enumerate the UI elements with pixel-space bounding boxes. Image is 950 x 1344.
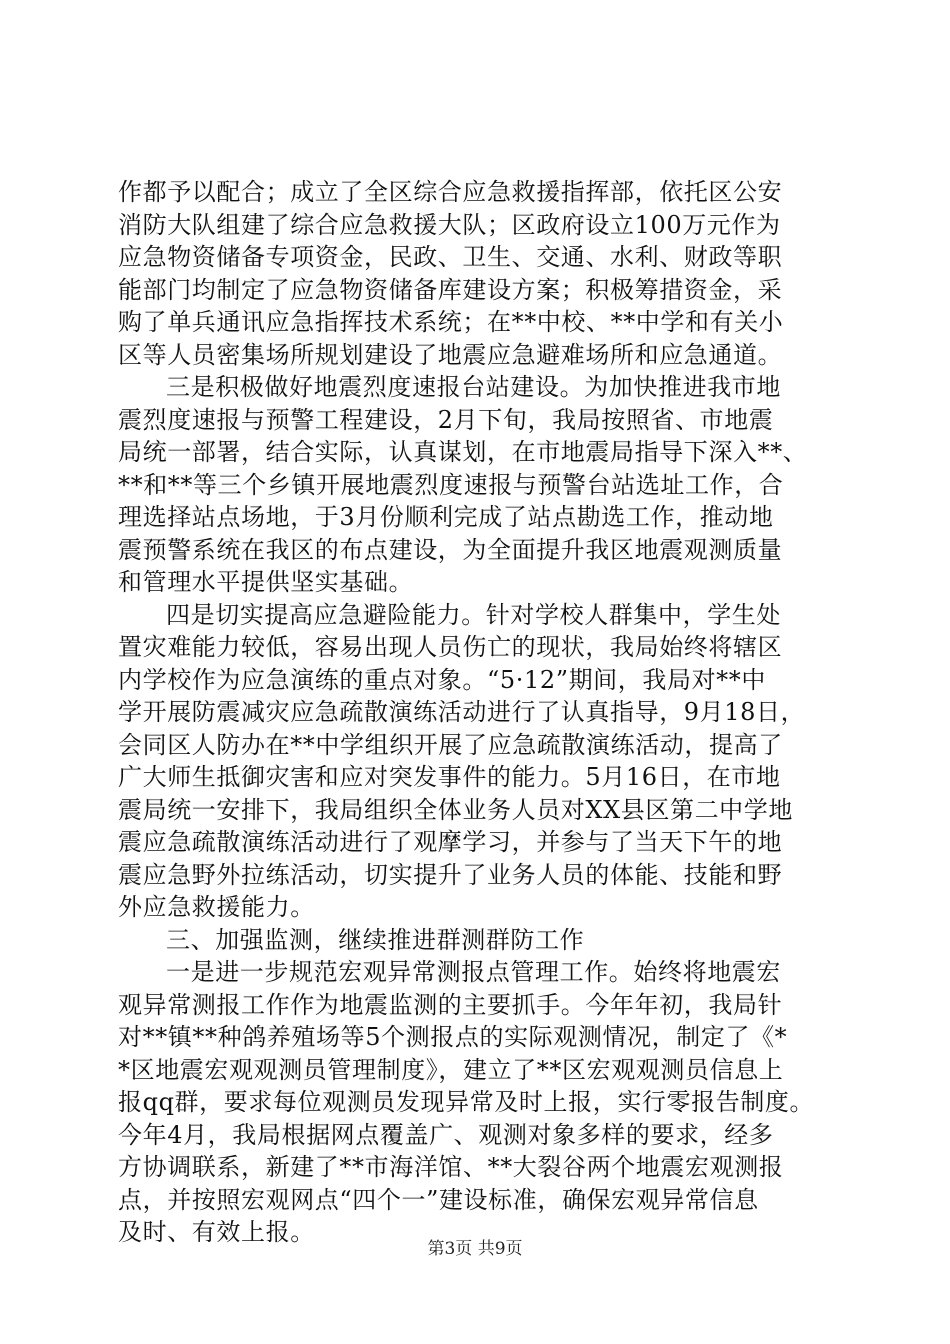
section-heading: 三、加强监测，继续推进群测群防工作 (166, 925, 585, 954)
paragraph-start: 三是积极做好地震烈度速报台站建设。为加快推进我市地 (166, 373, 781, 401)
text-line: 广大师生抵御灾害和应对突发事件的能力。5月16日，在市地 (118, 763, 781, 791)
text-line: 报qq群，要求每位观测员发现异常及时上报，实行零报告制度。 (118, 1088, 815, 1116)
text-line: 对**镇**种鸽养殖场等5个测报点的实际观测情况，制定了《* (118, 1023, 788, 1051)
text-line: 和管理水平提供坚实基础。 (118, 568, 414, 596)
text-line: 观异常测报工作作为地震监测的主要抓手。今年年初，我局针 (118, 990, 783, 1019)
text-line: 能部门均制定了应急物资储备库建设方案；积极筹措资金，采 (118, 275, 783, 304)
text-line: 及时、有效上报。 (118, 1218, 315, 1246)
text-line: 区等人员密集场所规划建设了地震应急避难场所和应急通道。 (118, 340, 783, 369)
text-line: 点，并按照宏观网点“四个一”建设标准，确保宏观异常信息 (118, 1185, 759, 1214)
body-text (118, 176, 838, 1249)
text-line: 会同区人防办在**中学组织开展了应急疏散演练活动，提高了 (118, 730, 783, 759)
text-line: 购了单兵通讯应急指挥技术系统；在**中校、**中学和有关小 (118, 308, 784, 336)
paragraph-start: 四是切实提高应急避险能力。针对学校人群集中，学生处 (166, 600, 781, 629)
text-line: 内学校作为应急演练的重点对象。“5·12”期间，我局对**中 (118, 665, 766, 694)
text-line: 局统一部署，结合实际，认真谋划，在市地震局指导下深入**、 (118, 438, 808, 466)
text-line: 理选择站点场地，于3月份顺利完成了站点勘选工作，推动地 (118, 503, 774, 531)
text-line: 震预警系统在我区的布点建设，为全面提升我区地震观测质量 (118, 535, 783, 564)
text-line: 置灾难能力较低，容易出现人员伤亡的现状，我局始终将辖区 (118, 633, 783, 661)
text-line: 消防大队组建了综合应急救援大队；区政府设立100万元作为 (118, 210, 781, 239)
text-line: 方协调联系，新建了**市海洋馆、**大裂谷两个地震宏观测报 (118, 1153, 784, 1181)
text-line: 学开展防震减灾应急疏散演练活动进行了认真指导，9月18日， (118, 698, 806, 726)
text-line: 今年4月，我局根据网点覆盖广、观测对象多样的要求，经多 (118, 1120, 774, 1149)
page-footer: 第3页 共9页 (427, 1239, 523, 1259)
text-line: 作都予以配合；成立了全区综合应急救援指挥部，依托区公安 (118, 178, 783, 206)
text-line: 应急物资储备专项资金，民政、卫生、交通、水利、财政等职 (118, 243, 783, 271)
text-line: 震烈度速报与预警工程建设，2月下旬，我局按照省、市地震 (118, 405, 774, 434)
text-line: 震应急疏散演练活动进行了观摩学习，并参与了当天下午的地 (118, 828, 783, 856)
text-line: 外应急救援能力。 (118, 893, 315, 921)
text-line: 震局统一安排下，我局组织全体业务人员对XX县区第二中学地 (118, 795, 793, 824)
text-line: *区地震宏观观测员管理制度》，建立了**区宏观观测员信息上 (118, 1055, 784, 1084)
paragraph-start: 一是进一步规范宏观异常测报点管理工作。始终将地震宏 (166, 958, 781, 986)
text-line: 震应急野外拉练活动，切实提升了业务人员的体能、技能和野 (118, 860, 783, 889)
text-line: **和**等三个乡镇开展地震烈度速报与预警台站选址工作，合 (118, 470, 784, 499)
